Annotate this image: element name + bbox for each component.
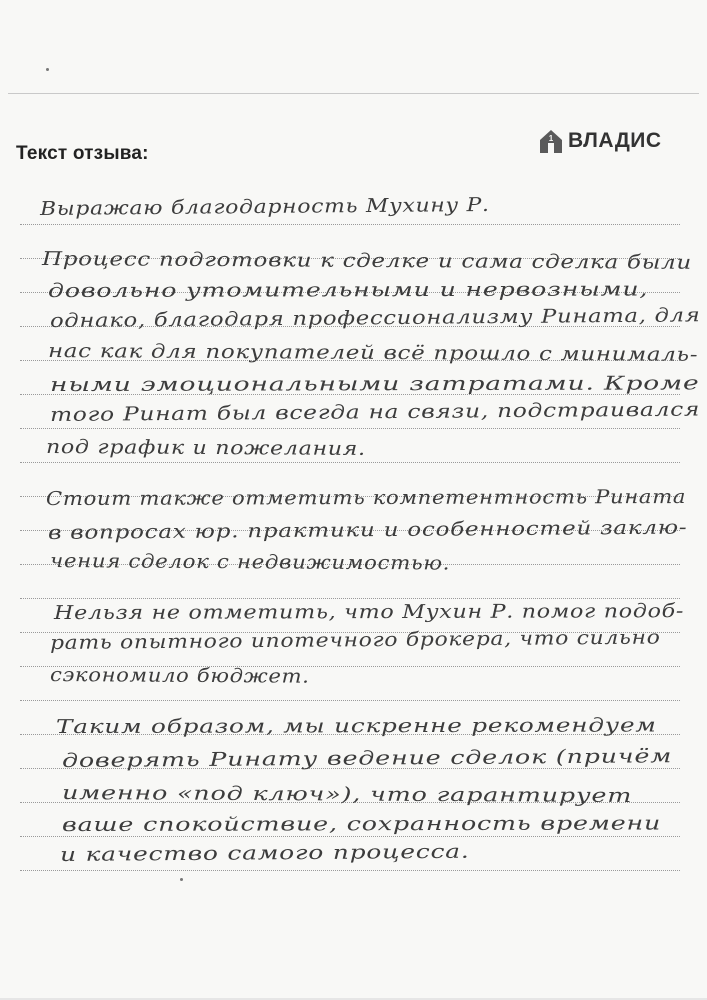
scan-speck	[180, 878, 183, 881]
handwritten-line: ваше спокойствие, сохранность времени	[61, 812, 662, 836]
ruled-line	[20, 836, 680, 837]
handwritten-line: того Ринат был всегда на связи, подстраивался	[49, 398, 701, 426]
handwritten-line: и качество самого процесса.	[59, 840, 470, 866]
handwritten-line: однако, благодаря профессионализму Рината, для	[49, 304, 701, 332]
handwritten-line: чения сделок с недвижимостью.	[49, 550, 451, 575]
ruled-line	[20, 462, 680, 463]
logo-wordmark: ВЛАДИС	[568, 129, 662, 152]
review-text-label: Текст отзыва:	[16, 143, 149, 164]
ruled-line	[20, 224, 680, 225]
header-divider	[8, 93, 699, 94]
ruled-line	[20, 700, 680, 701]
handwritten-line: рать опытного ипотечного брокера, что сильно	[49, 626, 661, 654]
handwritten-line: Процесс подготовки к сделке и сама сделка были	[41, 248, 693, 274]
handwritten-line: под график и пожелания.	[45, 436, 366, 460]
handwritten-line: сэкономило бюджет.	[49, 664, 310, 688]
ruled-line	[20, 598, 680, 599]
handwritten-line: именно «под ключ»), что гарантирует	[61, 782, 633, 807]
handwritten-line: довольно утомительными и нервозными,	[47, 278, 649, 302]
handwritten-line: Нельзя не отметить, что Мухин Р. помог подоб-	[53, 600, 685, 624]
scan-speck	[46, 68, 49, 71]
handwritten-line: доверять Ринату ведение сделок (причём	[61, 745, 673, 772]
handwritten-line: Стоит также отметить компетентность Рината	[45, 485, 687, 510]
handwritten-line: Выражаю благодарность Мухину Р.	[39, 193, 490, 220]
vladis-logo	[538, 127, 662, 155]
handwritten-line: ными эмоциональными затратами. Кроме	[49, 372, 700, 396]
handwritten-line: нас как для покупателей всё прошло с минималь-	[47, 340, 699, 366]
handwritten-line: в вопросах юр. практики и особенностей заклю-	[47, 516, 688, 544]
svg-text:1: 1	[548, 134, 554, 143]
handwritten-line: Таким образом, мы искренне рекомендуем	[55, 714, 657, 738]
house-icon	[538, 128, 564, 154]
ruled-line	[20, 428, 680, 429]
ruled-line	[20, 870, 680, 871]
